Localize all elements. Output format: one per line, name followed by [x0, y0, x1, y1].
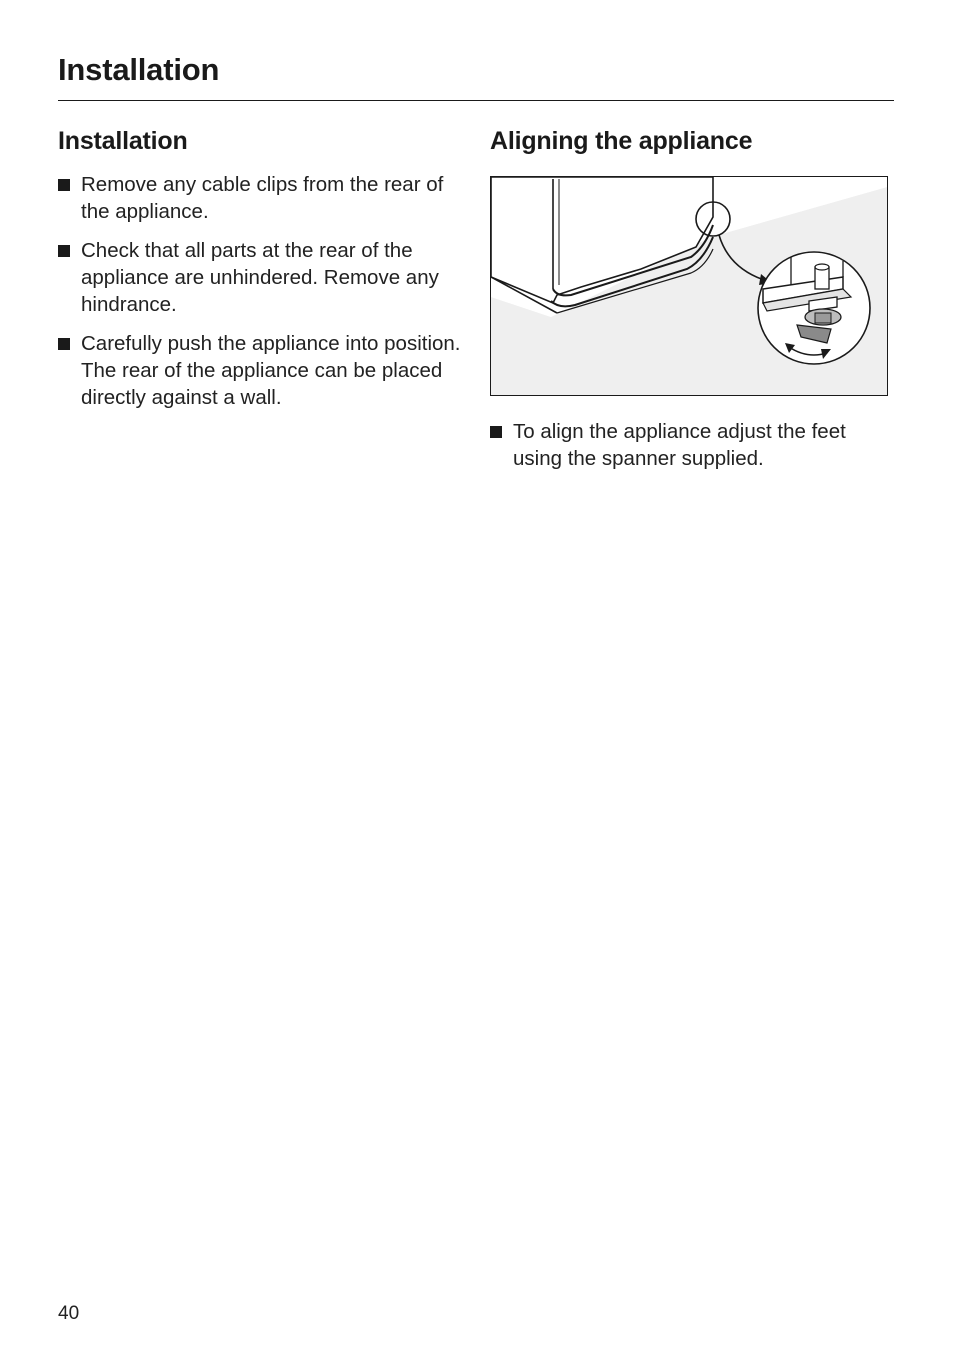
square-bullet-icon — [58, 245, 70, 257]
aligning-heading: Aligning the appliance — [490, 127, 753, 155]
aligning-steps — [490, 418, 900, 472]
appliance-feet-illustration — [490, 176, 888, 396]
page-number: 40 — [58, 1303, 80, 1324]
square-bullet-icon — [490, 426, 502, 438]
list-item-text: Carefully push the appliance into position. The rear of the appliance can be placed directly against a wall. — [81, 332, 461, 409]
installation-steps — [58, 171, 468, 411]
installation-heading: Installation — [58, 127, 188, 155]
appliance-foot-diagram — [491, 177, 887, 395]
page-title: Installation — [58, 52, 220, 87]
list-item-text: Remove any cable clips from the rear of the appliance. — [81, 173, 444, 223]
list-item — [58, 171, 468, 225]
list-item — [58, 237, 468, 318]
square-bullet-icon — [58, 338, 70, 350]
list-item — [490, 418, 900, 472]
list-item-text: Check that all parts at the rear of the appliance are unhindered. Remove any hindrance. — [81, 239, 439, 316]
square-bullet-icon — [58, 179, 70, 191]
list-item-text: To align the appliance adjust the feet using the spanner supplied. — [513, 420, 846, 470]
aligning-section — [490, 124, 900, 484]
installation-section — [58, 124, 468, 423]
title-divider — [58, 100, 894, 101]
list-item — [58, 330, 468, 411]
